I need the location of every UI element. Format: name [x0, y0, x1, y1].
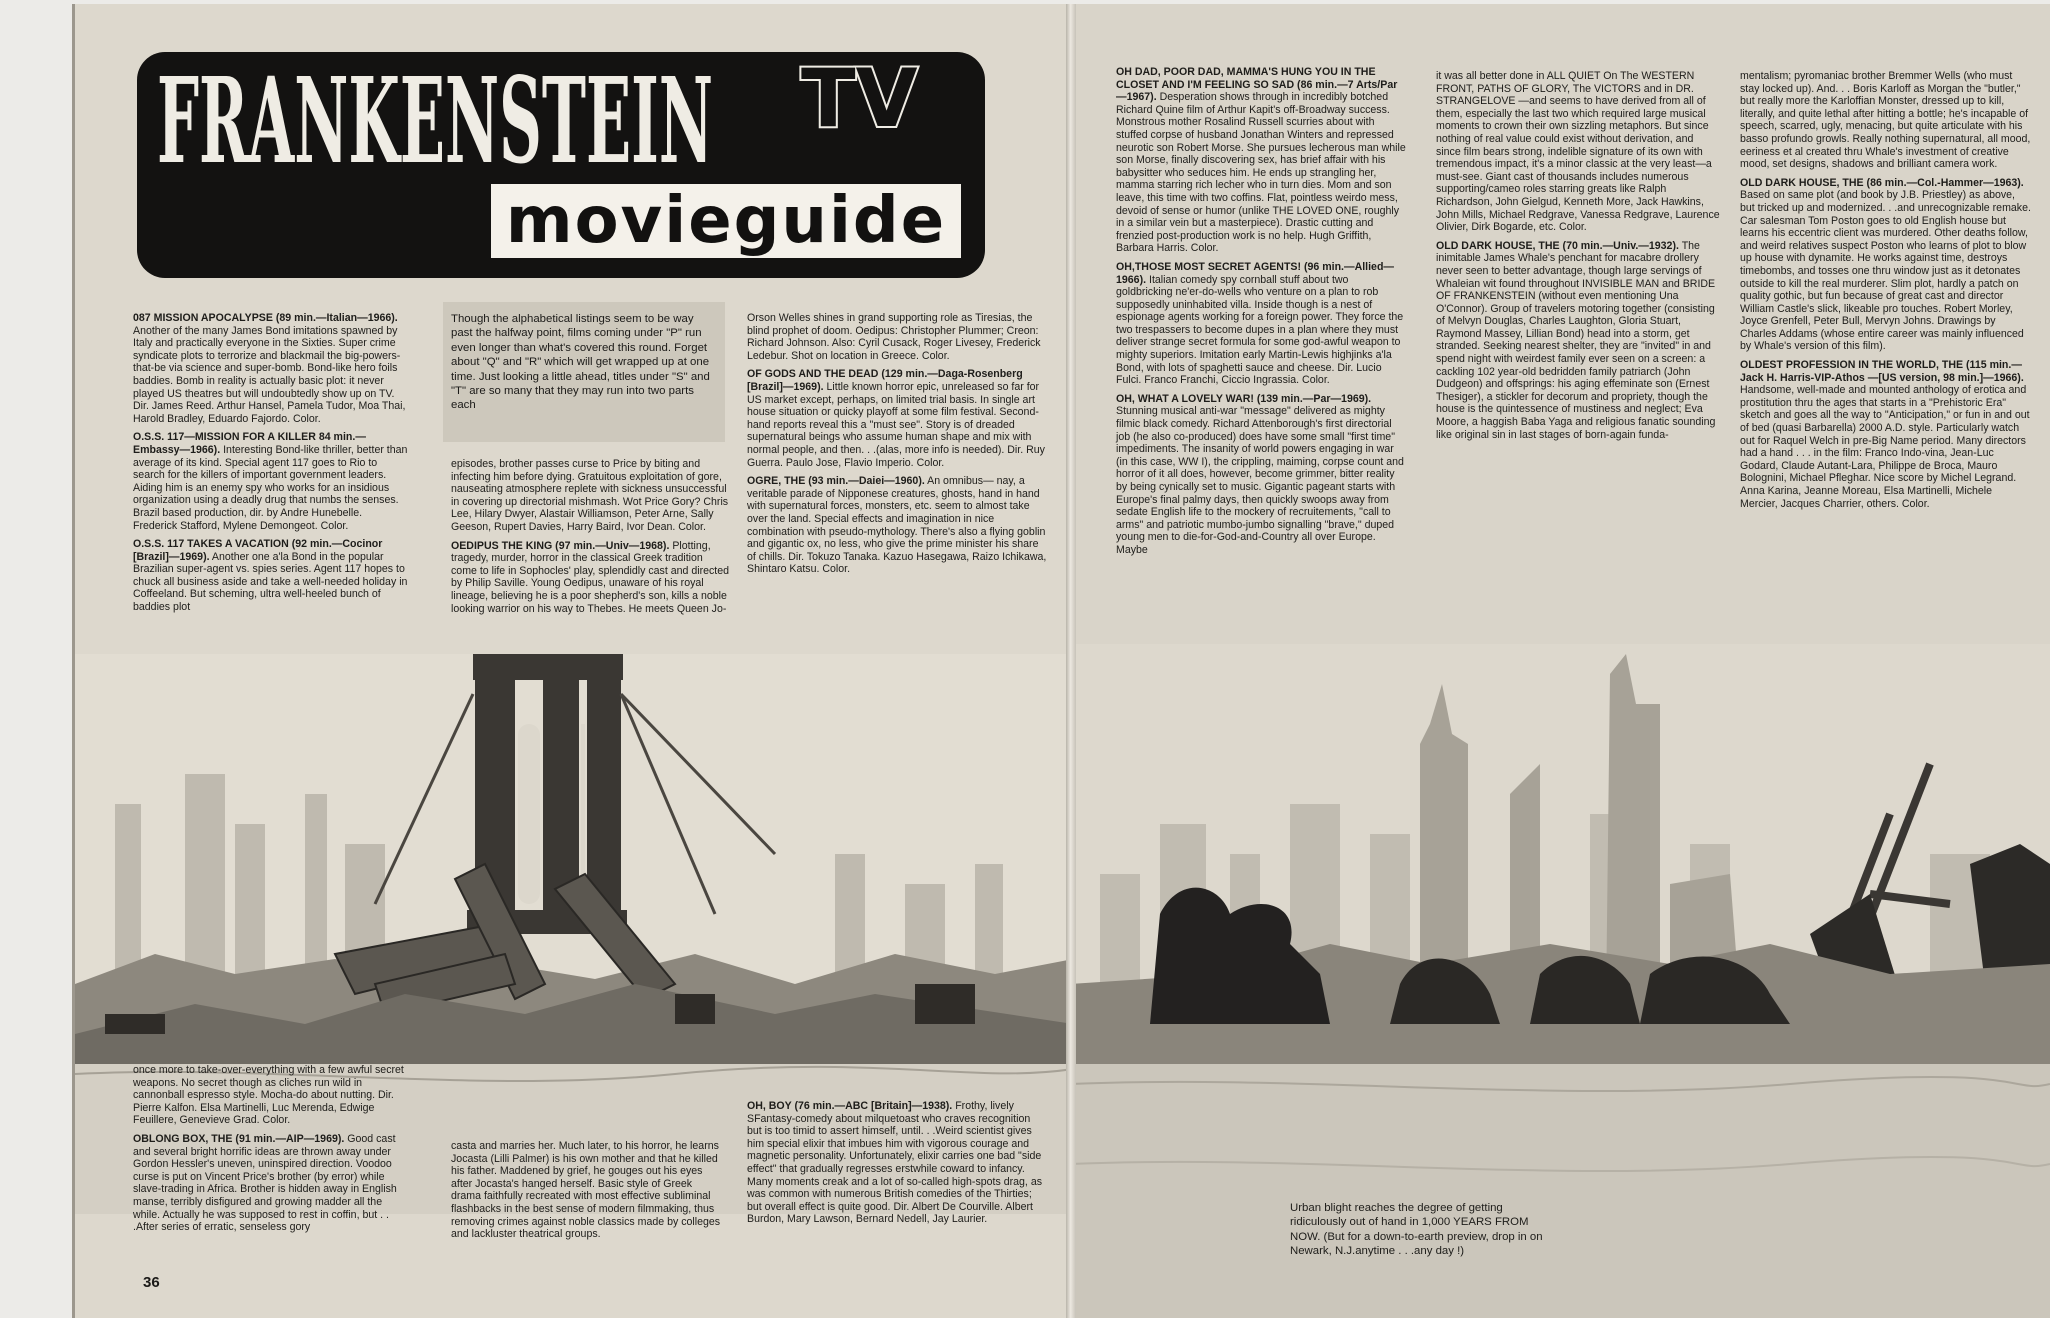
entry: [1740, 70, 2032, 171]
entry: [747, 368, 1047, 469]
entry-text: Another of the many James Bond imitations spawned by Italy and practically everyone in the Sixties. Super crime syndicate plots to terrorize and blackmail the big-powers-that-be via science and super-bomb. Bond-like hero foils baddies. Bomb in reality is actually basic plot: it never played US theatres but will undoubtedly show up on TV. Dir. James Reed. Arthur Hansel, Pamela Tudor, Moa Thai, Harold Bradley, Eduardo Fajordo. Color.: [133, 324, 406, 425]
entry-title: OH,THOSE MOST SECRET AGENTS! (96 min.—Allied—1966).: [1116, 260, 1395, 286]
entry-title: OGRE, THE (93 min.—Daiei—1960).: [747, 475, 925, 488]
entry-text: mentalism; pyromaniac brother Bremmer Wells (who must stay locked up). And. . . Boris Karloff as Morgan the "butler," but really more the Karloffian Monster, dressed up to kill, literally, and quite lethal after hitting a bottle; he's incapable of speech, scarred, ugly, menacing, but quite articulate with his basso profundo growls. Really nothing supernatural, all mood, eeriness et al created thru Whale's investment of creative mood, set designs, shadows and brilliant camera work.: [1740, 70, 2031, 171]
entry-title: OH DAD, POOR DAD, MAMMA'S HUNG YOU IN THE CLOSET AND I'M FEELING SO SAD (86 min.—7 Arts/Par—1967).: [1116, 66, 1398, 104]
entry: [1116, 66, 1406, 255]
entry-title: O.S.S. 117 TAKES A VACATION (92 min.—Cocinor [Brazil]—1969).: [133, 538, 383, 563]
entry: [451, 458, 731, 534]
column-1-bottom: [133, 1064, 409, 1240]
entry-text: Orson Welles shines in grand supporting role as Tiresias, the blind prophet of doom. Oedipus: Christopher Plummer; Creon: Richard Johnson. Also: Cyril Cusack, Roger Livesey, Frederick Ledebur. Shot on location in Greece. Color.: [747, 312, 1041, 362]
entry-title: OLDEST PROFESSION IN THE WORLD, THE (115 min.—Jack H. Harris-VIP-Athos —[US version, 98 min.]—1966).: [1740, 359, 2024, 384]
entry-title: 087 MISSION APOCALYPSE (89 min.—Italian—1966).: [133, 312, 398, 324]
entry: [1740, 177, 2032, 353]
entry-text: casta and marries her. Much later, to his horror, he learns Jocasta (Lilli Palmer) is his own mother and that he killed his father. Maddened by grief, he gouges out his eyes after Jocasta's hanged herself. Basic style of Greek drama faithfully recreated with most effective subliminal flashbacks in the best sense of modern filmmaking, thus removing crimes against noble classics made by colleges and lackluster theatrical groups.: [451, 1140, 721, 1241]
entry: [747, 475, 1047, 576]
column-3-top: [747, 312, 1047, 582]
right-page: [1070, 4, 2050, 1318]
entry: [133, 431, 409, 532]
entry-text: Based on same plot (and book by J.B. Priestley) as above, but tricked up and modernized. . .and unrecognizable remake. Car salesman Tom Poston goes to old English house but learns his eccentric client was murdered. Other deaths follow, and weird relatives suspect Poston who learns of plot to blow up house with dynamite. He works against time, destroys timebombs, and tosses one thru window just as it detonates outside to kill the real murderer. Slim plot, hardly a patch on quality gothic, but fun because of great cast and director William Castle's slick, likeable pro touches. Robert Morley, Joyce Grenfell, Peter Bull, Mervyn Johns. Drawings by Charles Addams (whose entire career was mainly influenced by Whale's version of this film).: [1740, 189, 2031, 353]
ruined-city-illustration: [1070, 644, 2050, 1318]
entry: [1436, 70, 1720, 234]
entry-text: Little known horror epic, unreleased so far for US market except, perhaps, on limited trial basis. In single art house situation or quicky playoff at some film festival. Second-hand reports reveal this a "must see". Story is of dreaded supernatural beings who assume human shape and mix with normal people, and then. . .(alas, more info is needed). Dir. Ruy Guerra. Paulo Jose, Flavio Imperio. Color.: [747, 380, 1045, 469]
column-2-bottom: [451, 1140, 725, 1247]
entry-text: Plotting, tragedy, murder, horror in the classical Greek tradition come to life in Sophocles' play, splendidly cast and directed by Philip Saville. Young Oedipus, unaware of his royal lineage, believing he is a poor shepherd's son, kills a noble looking warrior on his way to Thebes. He meets Queen Jo-: [451, 539, 730, 615]
entry-text: episodes, brother passes curse to Price by biting and infecting him before dying. Gratuitous exploitation of gore, nauseating atmosphere replete with sickness unsuccessful in covering up directorial mishmash. Wot Price Gory? Chris Lee, Hilary Dwyer, Alastair Williamson, Peter Arne, Sally Geeson, Rupert Davies, Harry Baird, Ivor Dean. Color.: [451, 458, 729, 533]
movieguide-label: movieguide: [491, 184, 961, 258]
entry-title: OEDIPUS THE KING (97 min.—Univ—1968).: [451, 539, 670, 552]
entry: [1740, 359, 2032, 510]
column-2-top: [451, 458, 731, 621]
tv-logo: [795, 56, 967, 136]
entry-title: OF GODS AND THE DEAD (129 min.—Daga-Rosenberg [Brazil]—1969).: [747, 368, 1023, 393]
entry-text: it was all better done in ALL QUIET On The WESTERN FRONT, PATHS OF GLORY, The VICTORS and in DR. STRANGELOVE —and seems to have derived from all of them, especially the last two which required large musical moments to crown their own sizzling metaphors. But since nothing of real value could exist without derivation, and since film bears strong, indelible signature of its own with tremendous impact, it's a minor classic at the very least—a must-see. Giant cast of thousands includes numerous supporting/cameo roles starring greats like Ralph Richardson, John Gielgud, Kenneth More, Jack Hawkins, John Mills, Michael Redgrave, Vanessa Redgrave, Laurence Olivier, Dirk Bogarde, etc. Color.: [1436, 70, 1720, 234]
entry-title: OH, BOY (76 min.—ABC [Britain]—1938).: [747, 1100, 953, 1112]
entry-title: OBLONG BOX, THE (91 min.—AIP—1969).: [133, 1132, 345, 1145]
entry-text: The inimitable James Whale's penchant for macabre drollery never seen to better advantage, though large servings of Whaleian wit found throughout INVISIBLE MAN and BRIDE OF FRANKENSTEIN (without even mentioning Una O'Connor). Group of travelers motoring together (consisting of Melvyn Douglas, Charles Laughton, Gloria Stuart, Raymond Massey, Lillian Bond) head into a storm, get stranded. Seeking nearest shelter, they are "invited" in and spend night with weirdest family ever seen on a screen: a cackling 102 year-old bedridden family patriarch (John Dudgeon) and offsprings: his aging effeminate son (Ernest Thesiger), a stickler for decorum and propriety, though the house is the quintessence of mustiness and neglect; Eva Moore, a haggish Baba Yaga and religious fanatic sounding like original sin in last stages of born-again funda-: [1436, 239, 1716, 441]
intro-box: Though the alphabetical listings seem to be way past the halfway point, films coming under "P" run even longer than what's covered this round. Forget about "Q" and "R" which will get wrapped up at one time. Just looking a little ahead, titles under "S" and "T" are so many that they may run into two parts each: [443, 302, 725, 442]
title-main: FRANKENSTEIN: [157, 51, 713, 184]
entry: [133, 538, 409, 614]
entry: [747, 1100, 1047, 1226]
entry-text: Italian comedy spy cornball stuff about two goldbricking ne'er-do-wells who venture on a plan to rob supposedly uninhabited villa. Inside though is a nest of espionage agents working for a foreign power. They force the two trespassers to become dupes in a plan where they must deliver strange secret formula for some god-awful weapon to mighty superiors. Imitation early Martin-Lewis highjinks a'la Bond, with lots of spaghetti sauce and cheese. Dir. Lucio Fulci. Franco Franchi, Ciccio Ingrassia. Color.: [1116, 273, 1404, 387]
entry: [747, 312, 1047, 362]
entry-text: An omnibus— nay, a veritable parade of Nipponese creatures, ghosts, hand in hand with supernatural forces, monsters, etc. seem to almost take over the land. Special effects and imagination in nice combination with pseudo-mythology. There's also a flying goblin and gigantic ox, no less, who give the prime minister his share of chills. Dir. Tokuzo Tanaka. Kazuo Hasegawa, Raizo Ichikawa, Shintaro Katsu. Color.: [747, 475, 1047, 576]
title-tv: TV: [801, 56, 918, 136]
entry: [1116, 261, 1406, 387]
column-1-top: [133, 312, 409, 620]
entry-text: Desperation shows through in incredibly botched Richard Quine film of Arthur Kapit's off-Broadway success. Monstrous mother Rosalind Russell scurries about with stuffed corpse of husband Jonathan Winters and repressed neurotic son Robert Morse. She pursues lecherous man while son Morse, finally discovering sex, has brief affair with his babysitter who seduces him. He ends up strangling her, mamma starring rich lecher who in turn dies. Mom and son leave, this time with two coffins. Flat, pointless weirdo mess, devoid of sense or humor (unlike THE LOVED ONE, roughly in a similar vein but a masterpiece). Drastic cutting and frenzied post-production work is no help. Hugh Griffith, Barbara Harris. Color.: [1116, 91, 1406, 255]
column-6: [1740, 70, 2032, 516]
entry-text: Interesting Bond-like thriller, better than average of its kind. Special agent 117 goes to Rio to search for the killers of important government leaders. Aiding him is an enemy spy who works for an insidious organization using a deadly drug that numbs the senses. Brazil based production, dir. by Andre Hunebelle. Frederick Stafford, Mylene Demongeot. Color.: [133, 443, 408, 532]
entry: [451, 1140, 725, 1241]
entry: [133, 1064, 409, 1127]
entry-text: Handsome, well-made and mounted anthology of erotica and prostitution thru the ages that starts in a "Prehistoric Era" sketch and goes all the way to "Anticipation," or fun in and out of bed (quasi Barbarella) 2000 A.D. style. Particularly watch out for Raquel Welch in pre-Big Name period. Many directors had a hand . . . in the film: Franco Indo-vina, Jean-Luc Godard, Claude Autant-Lara, Philippe de Broca, Mauro Bolognini, Michael Pfleghar. Nice score by Michel Legrand. Anna Karina, Jeanne Moreau, Elsa Martinelli, Michele Mercier, Jacques Charrier, others. Color.: [1740, 384, 2030, 510]
entry-text: once more to take-over-everything with a few awful secret weapons. No secret though as cliches run wild in cannonball espresso style. Mocha-do about nutting. Dir. Pierre Kalfon. Elsa Martinelli, Luc Merenda, Edwige Feuillere, Genevieve Grad. Color.: [133, 1064, 404, 1127]
entry: [1116, 393, 1406, 557]
column-5: [1436, 70, 1720, 447]
entry: [451, 540, 731, 616]
entry-text: Another one a'la Bond in the popular Brazilian super-agent vs. spies series. Agent 117 hopes to chuck all business aside and take a well-needed holiday in Coffeeland. But scheming, ultra well-heeled bunch of baddies plot: [133, 550, 408, 614]
illustration-caption: Urban blight reaches the degree of getting ridiculously out of hand in 1,000 YEARS FROM NOW. (But for a down-to-earth preview, drop in on Newark, N.J.anytime . . .any day !): [1290, 1202, 1543, 1258]
left-page: [72, 4, 1070, 1318]
entry-title: OLD DARK HOUSE, THE (86 min.—Col.-Hammer—1963).: [1740, 176, 2024, 189]
entry-text: Stunning musical anti-war "message" delivered as mighty filmic black comedy. Richard Attenborough's first directorial job (he also co-produced) does have some small "first time" impediments. The insanity of world powers engaging in war (in this case, WW I), the crippling, maiming, corpse count and horror of it all does, however, become grimmer, bitter reality by being cynically set to music. Gigantic pageant starts with Europe's final palmy days, then quickly swoops away from sedate English life to the mockery of recruitements, "call to arms" and patriotic mumbo-jumbo signalling "brave," duped young men to die-for-God-and-Country all over Europe. Maybe: [1116, 405, 1404, 556]
entry-title: OH, WHAT A LOVELY WAR! (139 min.—Par—1969).: [1116, 392, 1372, 405]
entry-title: OLD DARK HOUSE, THE (70 min.—Univ.—1932).: [1436, 239, 1679, 252]
entry: [1436, 240, 1720, 442]
column-3-bottom: [747, 1100, 1047, 1232]
entry-text: Frothy, lively SFantasy-comedy about milquetoast who craves recognition but is too timid to assert himself, until. . .Weird scientist gives him special elixir that imbues him with vigorous courage and magnetic personality. Unfortunately, elixir carries one bad "side effect" that gradually regresses erstwhile coward to infancy. Many moments creak and a lot of so-called high-spots drag, as was common with numerous British comedies of the Thirties; but overall effect is quite good. Dir. Albert De Courville. Albert Burdon, Mary Lawson, Bernard Nedell, Jay Laurier.: [747, 1100, 1043, 1226]
entry: [133, 1133, 409, 1234]
entry-text: Good cast and several bright horrific ideas are thrown away under Gordon Hessler's uneven, uninspired direction. Voodoo curse is put on Vincent Price's brother (by error) while slave-trading in Africa. Brother is hidden away in English manse, terribly disfigured and growing madder all the while. Actually he was supposed to rest in coffin, but . . .After series of erratic, senseless gory: [133, 1132, 397, 1234]
page-number: 36: [143, 1274, 160, 1291]
frankenstein-logo: [155, 44, 715, 184]
magazine-spread: [72, 4, 2050, 1318]
entry-title: O.S.S. 117—MISSION FOR A KILLER 84 min.—Embassy—1966).: [133, 431, 366, 456]
entry: [133, 312, 409, 425]
page-gutter: [1066, 4, 1076, 1318]
column-4: [1116, 66, 1406, 563]
